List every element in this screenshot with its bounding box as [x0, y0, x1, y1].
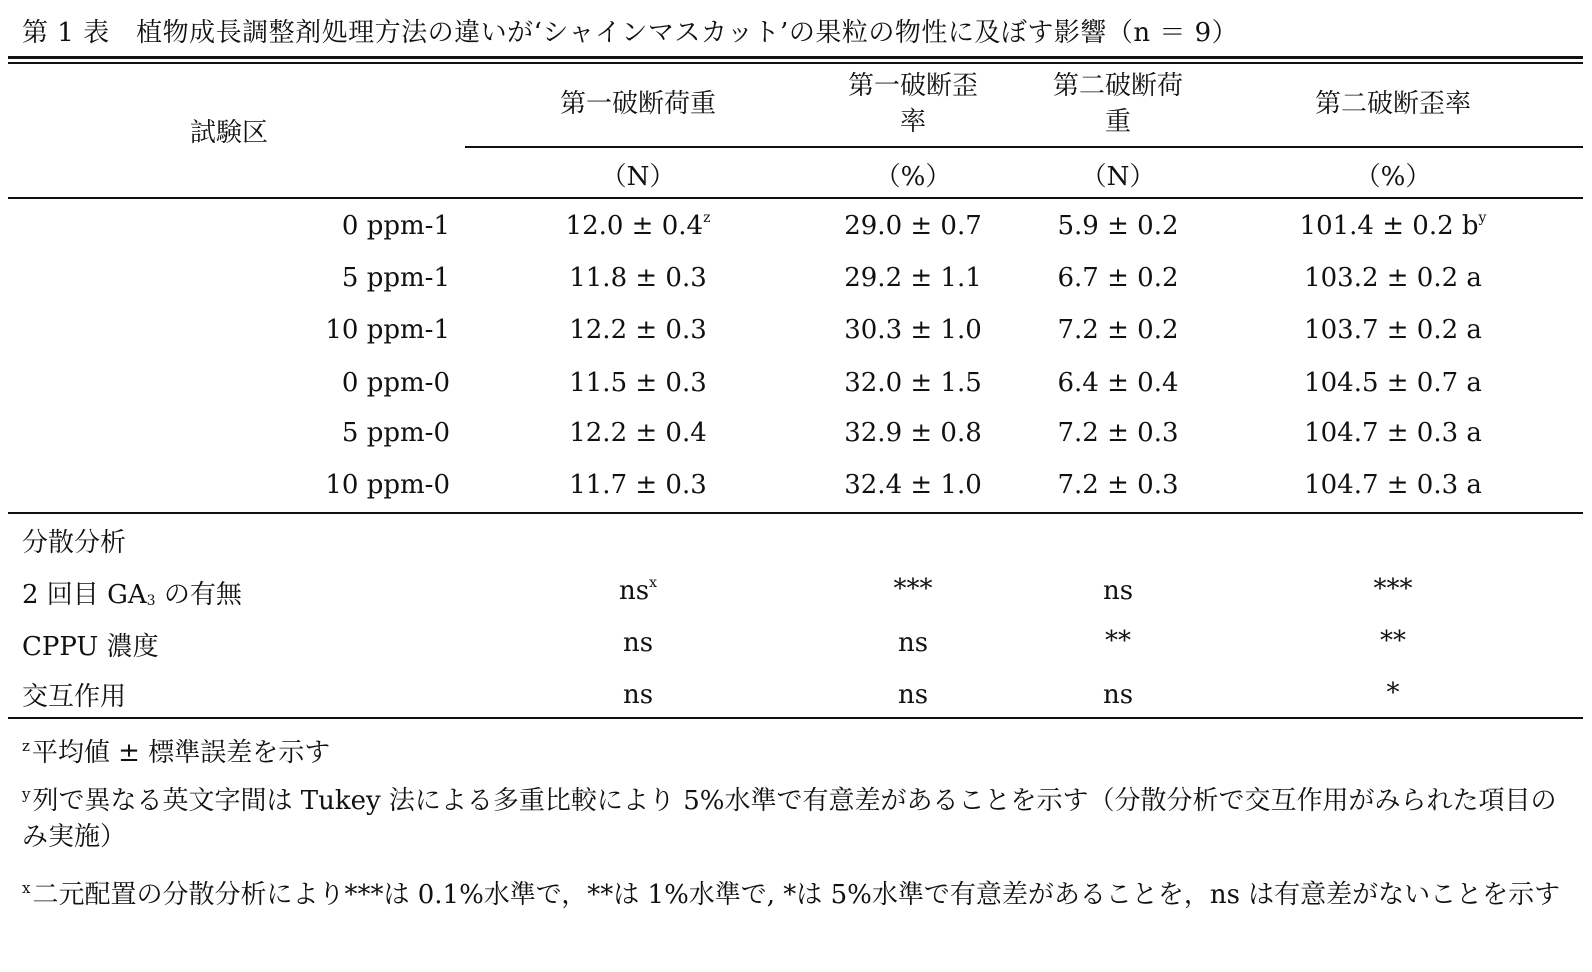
- cell-second-break-load: 7.2 ± 0.3: [1057, 418, 1179, 448]
- anova-cell-second-break-strain: ***: [1373, 574, 1413, 604]
- header-first-break-strain-line2: 率: [899, 107, 927, 137]
- cell-second-break-strain: 103.2 ± 0.2 a: [1304, 263, 1482, 293]
- footnote-y: $^y$列で異なる英文字間は Tukey 法による多重比較により 5%水準で有意差があることを示す（分散分析で交互作用がみられた項目のみ実施）: [22, 785, 1557, 852]
- footnote-z: $^z$平均値 ± 標準誤差を示す: [22, 737, 331, 768]
- cell-second-break-load: 6.7 ± 0.2: [1057, 263, 1179, 293]
- header-first-break-load: 第一破断荷重: [559, 89, 717, 119]
- anova-cell-first-break-load: $ns^x$: [619, 575, 657, 606]
- anova-row-label: 2 回目 $GA_3$ の有無: [22, 580, 242, 610]
- cell-second-break-strain: 101.4 ± 0.2 $b^y$: [1299, 210, 1487, 241]
- cell-second-break-strain: 104.7 ± 0.3 a: [1304, 418, 1482, 448]
- anova-cell-first-break-strain: ns: [897, 628, 929, 658]
- cell-first-break-load: 11.7 ± 0.3: [569, 470, 707, 500]
- anova-cell-first-break-strain: ***: [893, 574, 933, 604]
- unit-col5: （%）: [1354, 162, 1432, 192]
- row-label: 5 ppm-0: [341, 418, 450, 448]
- anova-cell-second-break-load: ns: [1102, 680, 1134, 710]
- header-bottom-rule: [8, 197, 1583, 199]
- row-label: 0 ppm-0: [341, 368, 450, 398]
- footnote-mark: x: [22, 879, 31, 897]
- top-rule-thick: [8, 56, 1583, 59]
- footnote-mark: z: [22, 737, 30, 755]
- cell-second-break-strain: 104.5 ± 0.7 a: [1304, 368, 1482, 398]
- cell-first-break-strain: 30.3 ± 1.0: [844, 315, 982, 345]
- unit-col4: （N）: [1080, 162, 1156, 192]
- row-label: 10 ppm-1: [325, 315, 450, 345]
- anova-cell-first-break-load: ns: [622, 680, 654, 710]
- top-rule-thin: [8, 62, 1583, 64]
- table-caption: 第 1 表 植物成長調整剤処理方法の違いが‘シャインマスカット’の果粒の物性に及ぼす影響（n ＝ 9）: [22, 18, 1239, 48]
- unit-col2: （N）: [600, 162, 676, 192]
- row-label: 5 ppm-1: [341, 263, 450, 293]
- anova-title: 分散分析: [22, 528, 127, 558]
- header-treatment-group: 試験区: [190, 118, 269, 148]
- header-second-break-load: [1053, 68, 1183, 140]
- anova-cell-first-break-strain: ns: [897, 680, 929, 710]
- cell-first-break-load: 11.8 ± 0.3: [569, 263, 707, 293]
- cell-second-break-load: 7.2 ± 0.3: [1057, 470, 1179, 500]
- anova-cell-first-break-load: ns: [622, 628, 654, 658]
- cell-first-break-strain: 29.0 ± 0.7: [844, 211, 982, 241]
- cell-second-break-strain: 103.7 ± 0.2 a: [1304, 315, 1482, 345]
- table-bottom-rule: [8, 717, 1583, 719]
- cell-first-break-strain: 32.4 ± 1.0: [844, 470, 982, 500]
- header-first-break-strain: [848, 68, 978, 140]
- cell-first-break-strain: 32.0 ± 1.5: [844, 368, 982, 398]
- cell-first-break-strain: 32.9 ± 0.8: [844, 418, 982, 448]
- header-second-break-load-line1: 第二破断荷: [1052, 71, 1184, 101]
- cell-second-break-load: 5.9 ± 0.2: [1057, 211, 1179, 241]
- anova-row-label: CPPU 濃度: [22, 632, 159, 662]
- anova-cell-second-break-strain: **: [1380, 626, 1406, 656]
- header-second-break-load-line2: 重: [1104, 107, 1132, 137]
- cell-first-break-strain: 29.2 ± 1.1: [844, 263, 982, 293]
- cell-second-break-load: 6.4 ± 0.4: [1057, 368, 1179, 398]
- cell-second-break-strain: 104.7 ± 0.3 a: [1304, 470, 1482, 500]
- row-label: 10 ppm-0: [325, 470, 450, 500]
- cell-first-break-load: $12.0 \pm 0.4^z$: [565, 210, 711, 241]
- cell-first-break-load: 11.5 ± 0.3: [569, 368, 707, 398]
- anova-cell-second-break-load: ns: [1102, 576, 1134, 606]
- header-second-break-strain: 第二破断歪率: [1314, 89, 1472, 119]
- footnote-x: $^x$二元配置の分散分析により***は 0.1%水準で，**は 1%水準で, *は 5%水準で有意差があることを，ns は有意差がないことを示す: [22, 879, 1561, 910]
- anova-cell-second-break-strain: *: [1386, 678, 1400, 708]
- anova-row-label: 交互作用: [22, 682, 127, 712]
- cell-first-break-load: 12.2 ± 0.3: [569, 315, 707, 345]
- unit-col3: （%）: [874, 162, 952, 192]
- header-first-break-strain-line1: 第一破断歪: [847, 71, 979, 101]
- data-bottom-rule: [8, 512, 1583, 514]
- cell-first-break-load: 12.2 ± 0.4: [569, 418, 707, 448]
- header-unit-rule: [465, 146, 1583, 148]
- cell-second-break-load: 7.2 ± 0.2: [1057, 315, 1179, 345]
- row-label: 0 ppm-1: [341, 211, 450, 241]
- anova-cell-second-break-load: **: [1105, 626, 1131, 656]
- footnote-mark: y: [22, 785, 31, 803]
